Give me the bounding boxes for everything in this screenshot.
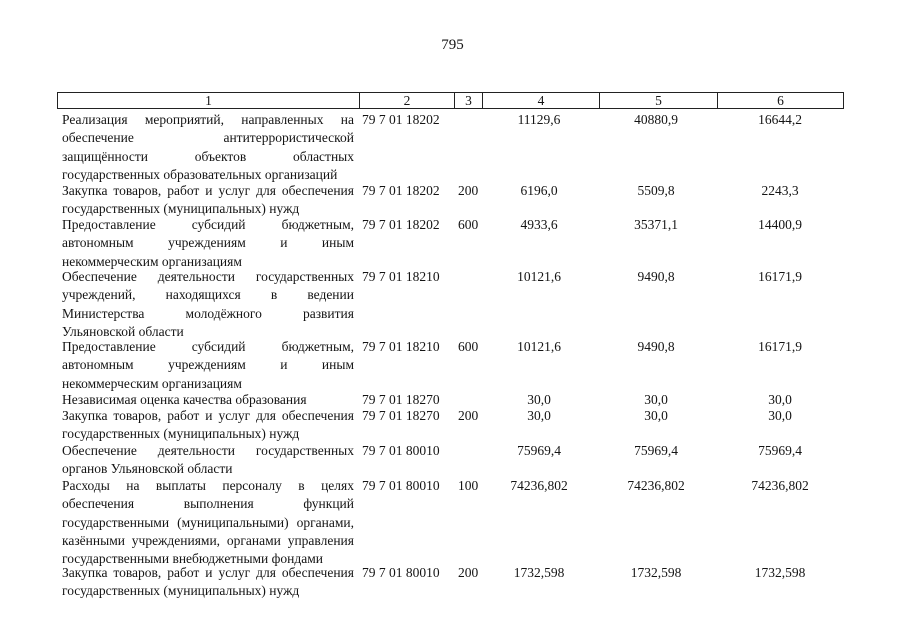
row-value-col-4: 1732,598 bbox=[513, 565, 565, 580]
header-col-3: 3 bbox=[465, 93, 472, 108]
row-value-col-5: 9490,8 bbox=[637, 269, 675, 284]
row-code: 79 7 01 80010 bbox=[362, 478, 440, 493]
row-value-col-4: 74236,802 bbox=[510, 478, 568, 493]
row-value-col-5: 9490,8 bbox=[637, 339, 675, 354]
row-value-col-4: 11129,6 bbox=[517, 112, 561, 127]
row-code: 79 7 01 18202 bbox=[362, 183, 440, 198]
header-col-4: 4 bbox=[537, 93, 545, 108]
row-value-col-5: 30,0 bbox=[644, 392, 668, 407]
header-col-1: 1 bbox=[205, 93, 212, 108]
row-value-col-6: 74236,802 bbox=[751, 478, 809, 493]
header-col-2: 2 bbox=[403, 93, 411, 108]
row-value-col-5: 40880,9 bbox=[634, 112, 678, 127]
row-value-col-4: 75969,4 bbox=[517, 443, 561, 458]
row-description: Обеспечение деятельности государственных учреждений, находящихся в ведении Министерства молодёжного развития Ульяновской области bbox=[62, 269, 354, 339]
row-value-col-6: 30,0 bbox=[768, 392, 792, 407]
row-code: 79 7 01 18270 bbox=[362, 392, 440, 407]
row-value-col-6: 16171,9 bbox=[758, 339, 802, 354]
row-code: 79 7 01 18202 bbox=[362, 112, 440, 127]
row-description: Независимая оценка качества образования bbox=[62, 392, 307, 407]
row-value-col-5: 74236,802 bbox=[627, 478, 685, 493]
row-description: Закупка товаров, работ и услуг для обеспечения государственных (муниципальных) нужд bbox=[62, 183, 354, 217]
row-value-col-4: 10121,6 bbox=[517, 339, 561, 354]
row-value-col-4: 30,0 bbox=[527, 408, 551, 423]
row-value-col-4: 10121,6 bbox=[517, 269, 561, 284]
row-value-col-6: 14400,9 bbox=[758, 217, 802, 232]
row-description: Предоставление субсидий бюджетным, автономным учреждениям и иным некоммерческим организациям bbox=[62, 339, 354, 391]
row-value-col-5: 30,0 bbox=[644, 408, 668, 423]
row-description: Закупка товаров, работ и услуг для обеспечения государственных (муниципальных) нужд bbox=[62, 565, 354, 599]
row-value-col-6: 2243,3 bbox=[761, 183, 799, 198]
header-col-6: 6 bbox=[777, 93, 784, 108]
row-expense-type: 200 bbox=[458, 408, 479, 423]
header-col-5: 5 bbox=[655, 93, 662, 108]
row-value-col-4: 30,0 bbox=[527, 392, 551, 407]
row-expense-type: 600 bbox=[458, 339, 479, 354]
row-code: 79 7 01 18270 bbox=[362, 408, 440, 423]
row-value-col-5: 1732,598 bbox=[630, 565, 682, 580]
row-value-col-4: 6196,0 bbox=[520, 183, 558, 198]
row-expense-type: 200 bbox=[458, 565, 479, 580]
row-value-col-6: 75969,4 bbox=[758, 443, 802, 458]
row-code: 79 7 01 80010 bbox=[362, 565, 440, 580]
row-description: Расходы на выплаты персоналу в целях обеспечения выполнения функций государственными (муниципальными) органами, казёнными учреждениями, органами управления государственными внебюджетными фондами bbox=[62, 478, 354, 567]
row-value-col-6: 30,0 bbox=[768, 408, 792, 423]
row-value-col-5: 75969,4 bbox=[634, 443, 678, 458]
row-value-col-5: 35371,1 bbox=[634, 217, 678, 232]
row-value-col-6: 1732,598 bbox=[754, 565, 806, 580]
table-header bbox=[57, 92, 844, 109]
row-description: Обеспечение деятельности государственных органов Ульяновской области bbox=[62, 443, 354, 477]
row-value-col-6: 16644,2 bbox=[758, 112, 802, 127]
row-value-col-4: 4933,6 bbox=[520, 217, 558, 232]
row-code: 79 7 01 18210 bbox=[362, 339, 440, 354]
row-code: 79 7 01 80010 bbox=[362, 443, 440, 458]
row-expense-type: 100 bbox=[458, 478, 479, 493]
row-description: Закупка товаров, работ и услуг для обеспечения государственных (муниципальных) нужд bbox=[62, 408, 354, 442]
row-value-col-5: 5509,8 bbox=[637, 183, 675, 198]
row-value-col-6: 16171,9 bbox=[758, 269, 802, 284]
row-code: 79 7 01 18210 bbox=[362, 269, 440, 284]
row-description: Предоставление субсидий бюджетным, автономным учреждениям и иным некоммерческим организациям bbox=[62, 217, 354, 269]
row-expense-type: 200 bbox=[458, 183, 479, 198]
page-number: 795 bbox=[441, 37, 464, 53]
row-expense-type: 600 bbox=[458, 217, 479, 232]
row-code: 79 7 01 18202 bbox=[362, 217, 440, 232]
row-description: Реализация мероприятий, направленных на обеспечение антитеррористической защищённости объектов областных государственных образовательных организаций bbox=[62, 112, 354, 182]
